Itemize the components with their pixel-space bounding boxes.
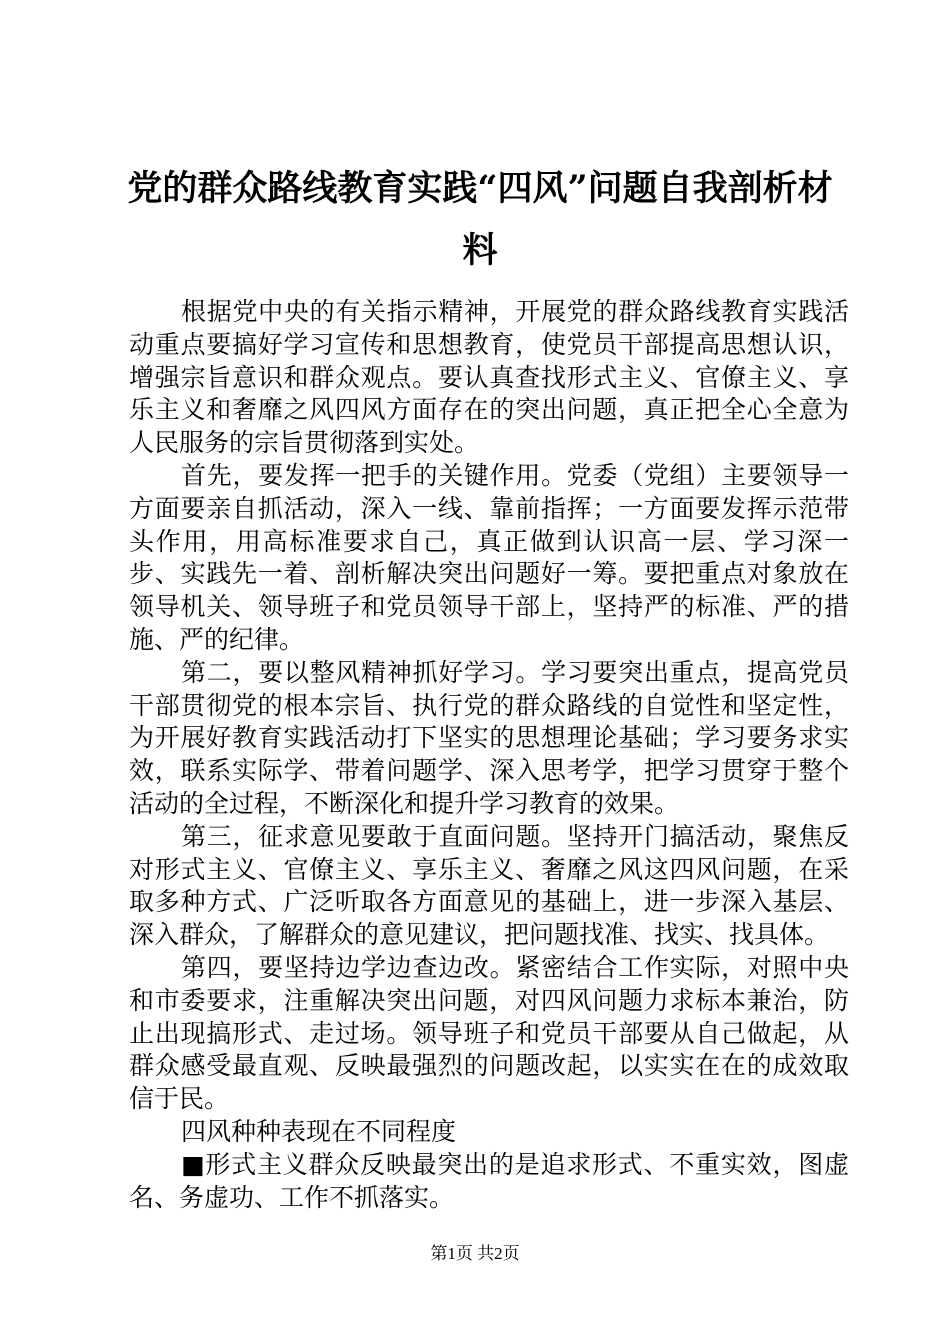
section-heading: 四风种种表现在不同程度 (181, 1116, 457, 1146)
paragraph-third: 第三，征求意见要敢于直面问题。坚持开门搞活动，聚焦反对形式主义、官僚主义、享乐主义、奢靡之风这四风问题，在采取多种方式、广泛听取各方面意见的基础上，进一步深入基层、深入群众，了解群众的意见建议，把问题找准、找实、找具体。 (129, 821, 849, 950)
page-number-footer: 第1页 共2页 (430, 1244, 520, 1263)
paragraph-first: 首先，要发挥一把手的关键作用。党委（党组）主要领导一方面要亲自抓活动，深入一线、靠前指挥；一方面要发挥示范带头作用，用高标准要求自己，真正做到认识高一层、学习深一步、实践先一着、剖析解决突出问题好一筹。要把重点对象放在领导机关、领导班子和党员领导干部上，坚持严的标准、严的措施、严的纪律。 (129, 460, 849, 654)
document-title: 党的群众路线教育实践“四风”问题自我剖析材料 (127, 168, 833, 271)
paragraph-fourth: 第四，要坚持边学边查边改。紧密结合工作实际，对照中央和市委要求，注重解决突出问题，对四风问题力求标本兼治，防止出现搞形式、走过场。领导班子和党员干部要从自己做起，从群众感受最直观、反映最强烈的问题改起，以实实在在的成效取信于民。 (129, 952, 849, 1114)
paragraph-intro: 根据党中央的有关指示精神，开展党的群众路线教育实践活动重点要搞好学习宣传和思想教育，使党员干部提高思想认识，增强宗旨意识和群众观点。要认真查找形式主义、官僚主义、享乐主义和奢靡之风四风方面存在的突出问题，真正把全心全意为人民服务的宗旨贯彻落到实处。 (129, 297, 849, 458)
document-body (129, 296, 849, 1214)
paragraph-second: 第二，要以整风精神抓好学习。学习要突出重点，提高党员干部贯彻党的根本宗旨、执行党的群众路线的自觉性和坚定性，为开展好教育实践活动打下坚实的思想理论基础；学习要务求实效，联系实际学、带着问题学、深入思考学，把学习贯穿于整个活动的全过程，不断深化和提升学习教育的效果。 (129, 657, 849, 818)
paragraph-formalism: ■形式主义群众反映最突出的是追求形式、不重实效，图虚名、务虚功、工作不抓落实。 (129, 1149, 849, 1212)
